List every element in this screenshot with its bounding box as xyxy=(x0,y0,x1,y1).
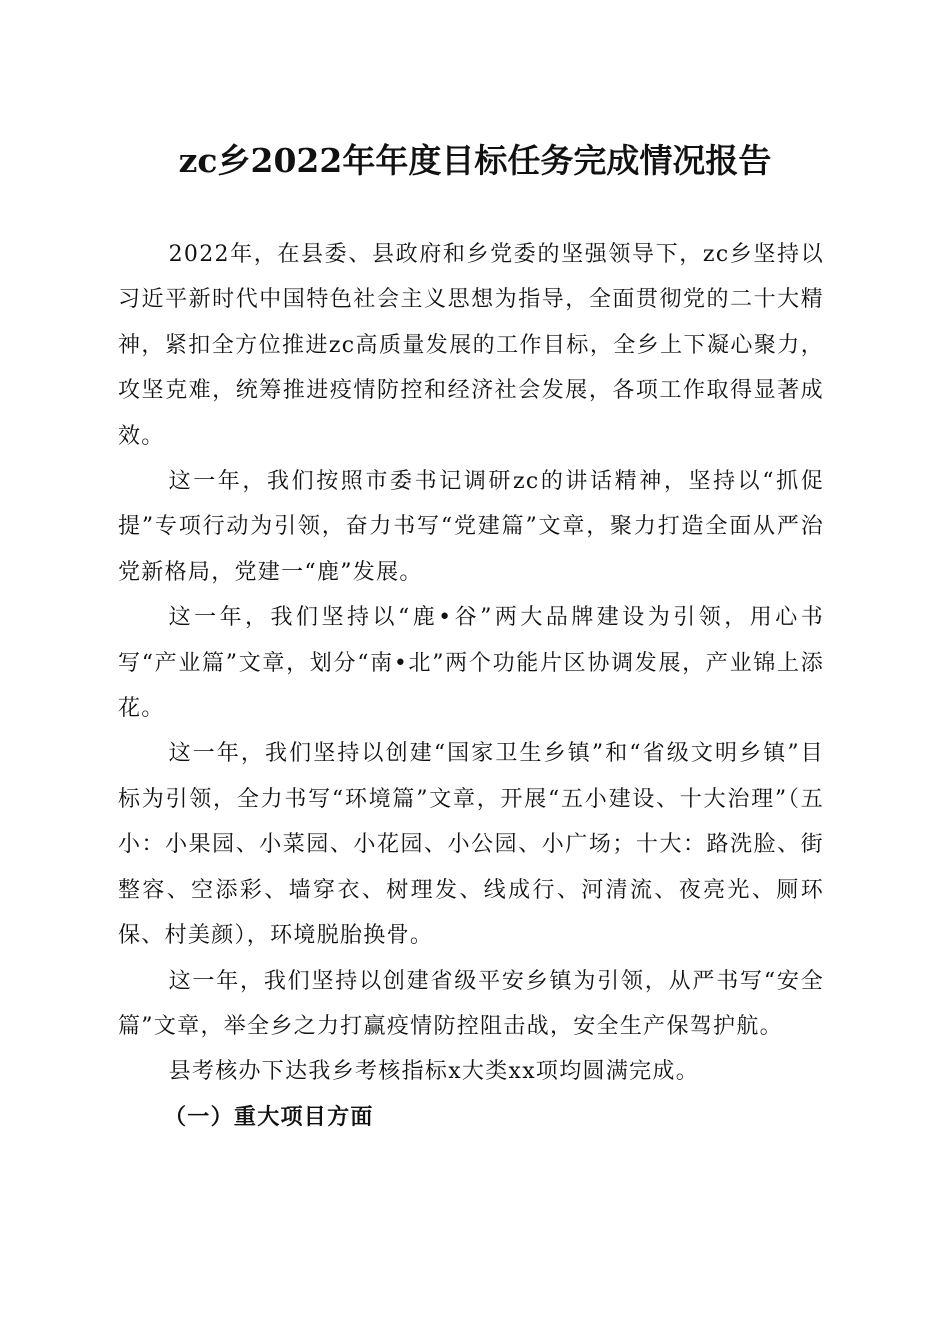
paragraph-safety: 这一年，我们坚持以创建省级平安乡镇为引领，从严书写“安全篇”文章，举全乡之力打赢疫情防控阻击战，安全生产保驾护航。 xyxy=(118,968,824,1039)
paragraph-intro: 2022年，在县委、县政府和乡党委的坚强领导下，zc乡坚持以习近平新时代中国特色社会主义思想为指导，全面贯彻党的二十大精神，紧扣全方位推进zc高质量发展的工作目标，全乡上下凝心聚力，攻坚克难，统筹推进疫情防控和经济社会发展，各项工作取得显著成效。 xyxy=(118,242,824,449)
document-title: zc乡2022年年度目标任务完成情况报告 xyxy=(178,141,772,180)
paragraph-industry: 这一年，我们坚持以“鹿•谷”两大品牌建设为引领，用心书写“产业篇”文章，划分“南•北”两个功能片区协调发展，产业锦上添花。 xyxy=(118,605,824,722)
section-heading: （一）重大项目方面 xyxy=(164,1103,374,1130)
document-body xyxy=(118,232,824,1140)
paragraph-assessment: 县考核办下达我乡考核指标x大类xx项均圆满完成。 xyxy=(168,1059,700,1085)
paragraph-party-building: 这一年，我们按照市委书记调研zc的讲话精神，坚持以“抓促提”专项行动为引领，奋力书写“党建篇”文章，聚力打造全面从严治党新格局，党建一“鹿”发展。 xyxy=(118,469,824,585)
paragraph-environment: 这一年，我们坚持以创建“国家卫生乡镇”和“省级文明乡镇”目标为引领，全力书写“环境篇”文章，开展“五小建设、十大治理”（五小：小果园、小菜园、小花园、小公园、小广场；十大：路洗脸、街整容、空添彩、墙穿衣、树理发、线成行、河清流、夜亮光、厕环保、村美颜），环境脱胎换骨。 xyxy=(118,741,824,949)
